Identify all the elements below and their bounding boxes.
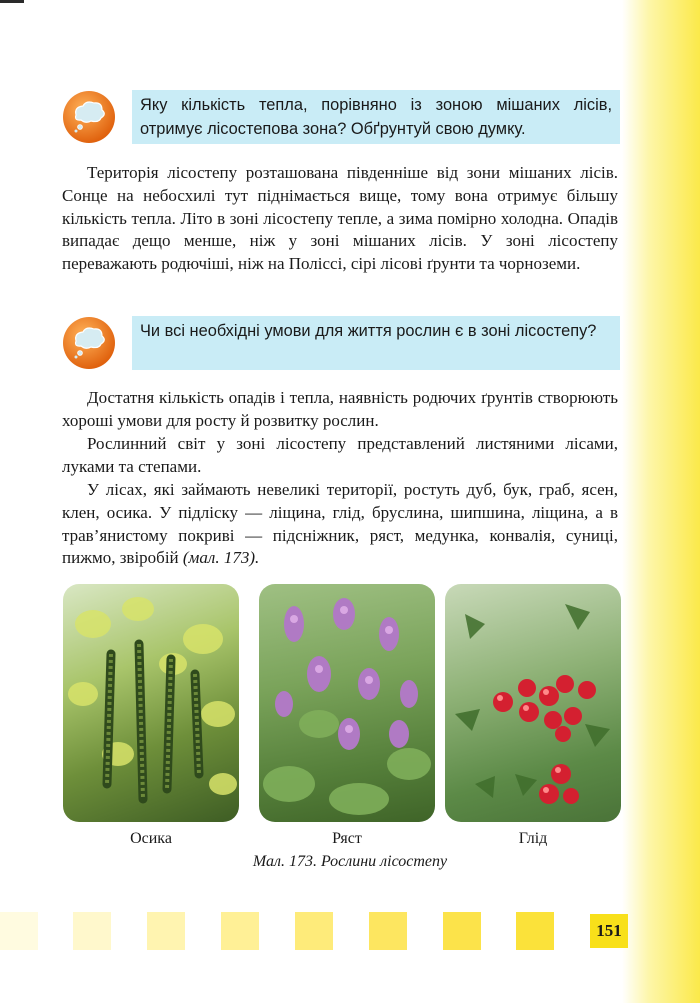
photo-hawthorn (445, 584, 621, 822)
decor-square (369, 912, 407, 950)
paragraph-forests-text: У лісах, які займають невеликі території, ростуть дуб, бук, граб, ясен, клен, осика. У підліску — ліщина, глід, бруслина, шипшина, ліщина, а в трав’янистому покриві — підсніжник, ряст, медунка, конвалія, суниці, пижмо, звіробій (62, 480, 618, 568)
paragraph-forests (62, 479, 618, 570)
thought-bubble-icon (62, 316, 116, 370)
question-text-1: Яку кількість тепла, порівняно із зоною мішаних лісів, отримує лісостепова зона? Обґрунтуй свою думку. (132, 90, 620, 144)
question-block-2 (62, 316, 620, 370)
photo-corydalis (259, 584, 435, 822)
page-number: 151 (590, 914, 628, 948)
decor-square (73, 912, 111, 950)
caption-hawthorn: Глід (518, 830, 548, 847)
decor-square (0, 912, 38, 950)
caption-corydalis: Ряст (332, 830, 362, 847)
paragraph-plant-world: Рослинний світ у зоні лісостепу представлений листяними лісами, луками та степами. (62, 434, 618, 476)
decor-square (295, 912, 333, 950)
side-color-strip (622, 0, 700, 1003)
figure-reference: (мал. 173). (182, 548, 260, 568)
paragraph-conditions: Достатня кількість опадів і тепла, наявність родючих ґрунтів створюють хороші умови для росту й розвитку рослин. (62, 388, 618, 430)
paragraph-climate: Територія лісостепу розташована південніше від зони мішаних лісів. Сонце на небосхилі тут піднімається вище, тому вона отримує більшу кількість тепла. Літо в зоні лісостепу тепле, а зима помірно холодна. Опадів випадає дещо менше, ніж у зоні мішаних лісів. У зоні лісостепу переважають родючіші, ніж на Поліссі, сірі лісові ґрунти та чорноземи. (62, 163, 618, 274)
photo-aspen (63, 584, 239, 822)
figure-title: Мал. 173. Рослини лісостепу (252, 853, 448, 870)
thought-bubble-icon (62, 90, 116, 144)
decor-square (443, 912, 481, 950)
decor-square (147, 912, 185, 950)
decor-square (221, 912, 259, 950)
caption-aspen: Осика (130, 830, 172, 847)
question-block-1 (62, 90, 620, 144)
question-text-2: Чи всі необхідні умови для життя рослин є в зоні лісостепу? (132, 316, 620, 370)
top-corner-mark (0, 0, 24, 3)
decor-square (516, 912, 554, 950)
